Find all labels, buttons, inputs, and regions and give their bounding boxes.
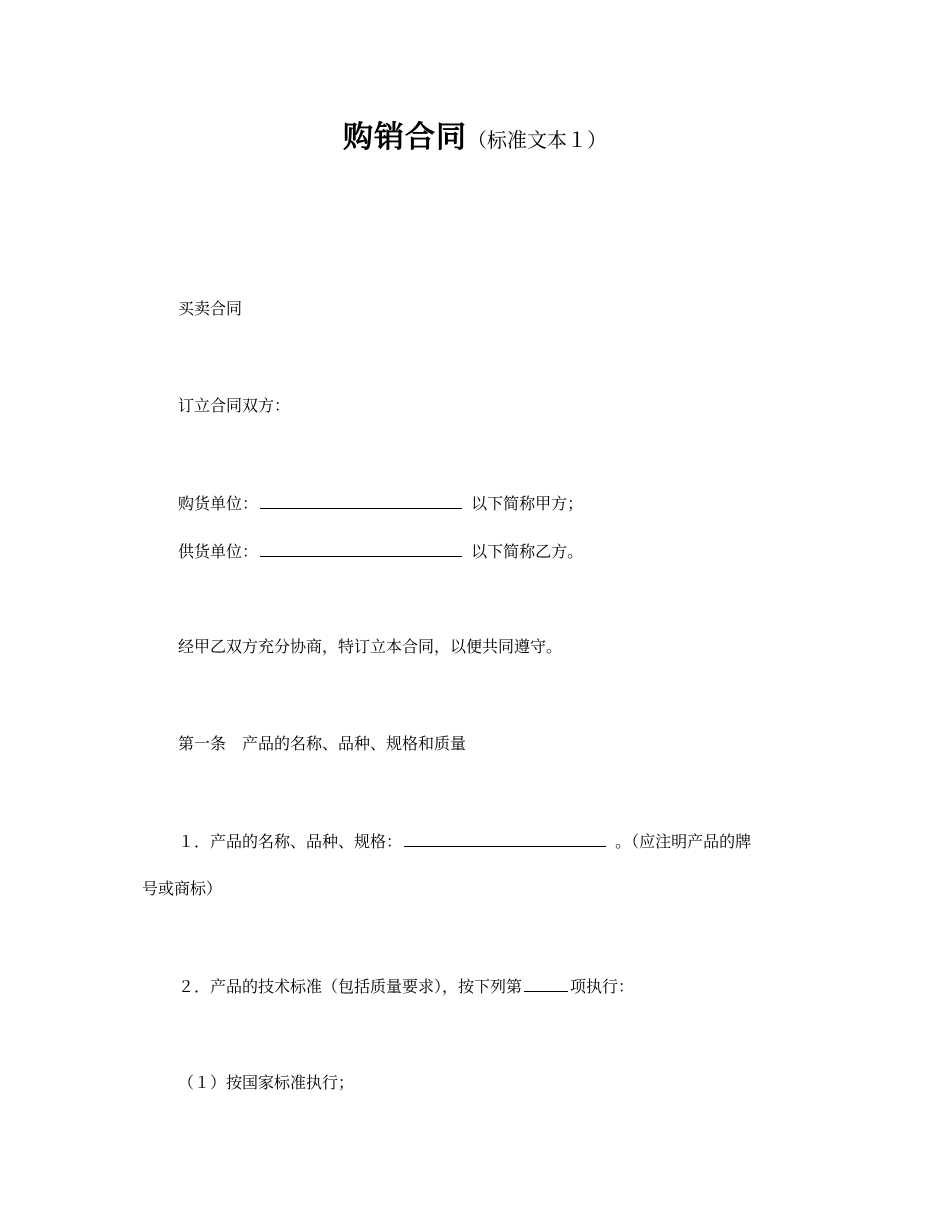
item-1-label: １．产品的名称、品种、规格： [178,832,403,851]
buyer-blank-line [260,493,462,509]
paragraph-item-1 [178,831,751,852]
article-1-heading: 第一条 产品的名称、品种、规格和质量 [178,734,467,753]
paragraph-item-1-continued: 号或商标） [142,879,223,898]
item-1-blank-line [404,831,606,847]
seller-label: 供货单位： [178,542,259,561]
item-1-suffix: 。（应注明产品的牌 [615,832,752,851]
title-main: 购销合同 [343,120,467,155]
paragraph-contract-type: 买卖合同 [178,299,243,318]
item-2-prefix: ２．产品的技术标准（包括质量要求），按下列第 [178,977,523,996]
buyer-label: 购货单位： [178,494,259,513]
paragraph-seller [178,541,583,562]
item-2-suffix: 项执行： [570,977,635,996]
title-sub: （标准文本１） [467,128,607,152]
paragraph-parties: 订立合同双方： [178,396,291,415]
document-title [0,112,950,156]
paragraph-item-2 [178,976,634,997]
seller-suffix: 以下简称乙方。 [471,542,584,561]
seller-blank-line [260,541,462,557]
paragraph-agreement: 经甲乙双方充分协商，特订立本合同，以便共同遵守。 [178,637,563,656]
paragraph-buyer [178,493,583,514]
buyer-suffix: 以下简称甲方； [471,494,584,513]
paragraph-item-2-option-1: （１）按国家标准执行； [178,1073,355,1092]
item-2-blank-line [524,976,568,992]
